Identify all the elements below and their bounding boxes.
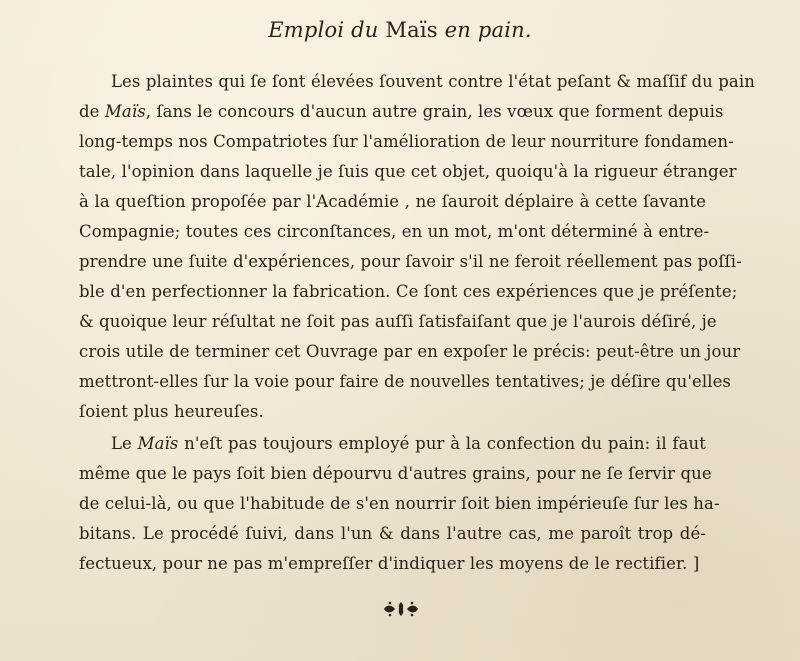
text-line: de celui-là, ou que l'habitude de s'en nourrir ſoit bien impérieuſe ſur les ha- [79, 494, 720, 513]
title-part-1: Emploi du [268, 18, 379, 42]
text-line: & quoique leur réſultat ne ſoit pas auſſi ſatisfaiſant que je l'aurois déſiré, je [79, 312, 717, 331]
text-line: mettront-elles ſur la voie pour faire de nouvelles tentatives; je déſire qu'elles [79, 372, 732, 391]
text-line: crois utile de terminer cet Ouvrage par en expoſer le précis: peut-être un jour [79, 342, 741, 361]
fleuron-icon [381, 599, 421, 619]
italic-term: Maïs [137, 434, 179, 453]
italic-term: Maïs [104, 102, 146, 121]
text-line: ſoient plus heureuſes. [79, 402, 264, 421]
text-segment: Le [111, 434, 132, 453]
text-line: même que le pays ſoit bien dépourvu d'autres grains, pour ne ſe ſervir que [79, 464, 712, 483]
title-part-3: en pain. [444, 18, 532, 42]
text-segment: n'eſt pas toujours employé pur à la confection du pain: il faut [184, 434, 706, 453]
text-line: Les plaintes qui ſe ſont élevées ſouvent contre l'état peſant & maſſif du pain [111, 72, 755, 91]
text-line: Compagnie; toutes ces circonſtances, en un mot, m'ont déterminé à entre- [79, 222, 710, 241]
text-line: fectueux, pour ne pas m'empreſſer d'indiquer les moyens de le rectifier. ] [79, 554, 700, 573]
text-line: tale, l'opinion dans laquelle je ſuis que cet objet, quoiqu'à la rigueur étranger [79, 162, 737, 181]
text-line [111, 434, 706, 453]
text-line [79, 102, 724, 121]
text-segment: de [79, 102, 100, 121]
page-title [0, 18, 800, 42]
text-line: bitans. Le procédé ſuivi, dans l'un & dans l'autre cas, me paroît trop dé- [79, 524, 706, 543]
text-segment: , ſans le concours d'aucun autre grain, les vœux que forment depuis [145, 102, 724, 121]
text-line: ble d'en perfectionner la fabrication. Ce ſont ces expériences que je préſente; [79, 282, 738, 301]
text-line: à la queſtion propoſée par l'Académie , ne ſauroit déplaire à cette ſavante [79, 192, 706, 211]
text-line: long-temps nos Compatriotes ſur l'amélioration de leur nourriture fondamen- [79, 132, 734, 151]
title-part-2: Maïs [385, 18, 438, 42]
text-line: prendre une ſuite d'expériences, pour ſavoir s'il ne feroit réellement pas poſſi- [79, 252, 742, 271]
